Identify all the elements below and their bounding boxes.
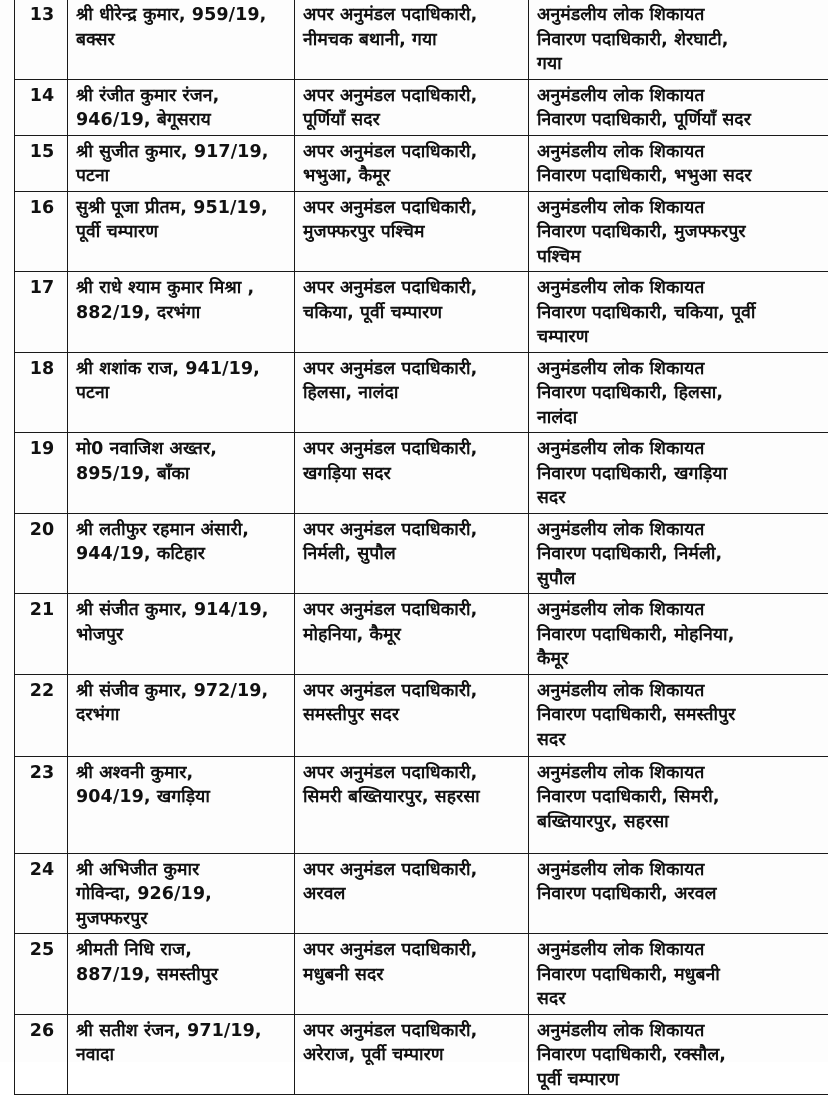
officer-name-cell xyxy=(68,272,295,353)
cell-text-line: सदर xyxy=(537,728,827,753)
table-row xyxy=(15,513,828,594)
officer-name-cell xyxy=(68,79,295,135)
cell-text-line: पूर्णियाँ सदर xyxy=(303,108,522,133)
cell-text-line: 946/19, बेगूसराय xyxy=(76,108,288,133)
serial-number-cell: 15 xyxy=(15,135,68,191)
cell-text-line: श्री शशांक राज, 941/19, xyxy=(76,357,288,382)
cell-text-line: पटना xyxy=(76,164,288,189)
cell-text-line: अरवल xyxy=(303,882,522,907)
serial-number-cell: 23 xyxy=(15,756,68,853)
cell-text-line: अनुमंडलीय लोक शिकायत xyxy=(537,437,827,462)
cell-text-line: अपर अनुमंडल पदाधिकारी, xyxy=(303,761,522,786)
cell-text-line: गया xyxy=(537,52,827,77)
cell-text-line: 904/19, खगड़िया xyxy=(76,785,288,810)
cell-text-line: सिमरी बख्तियारपुर, सहरसा xyxy=(303,785,522,810)
current-post-cell xyxy=(295,513,529,594)
table-row xyxy=(15,0,828,79)
cell-text-line: श्री अश्वनी कुमार, xyxy=(76,761,288,786)
table-body xyxy=(15,0,828,1095)
cell-text-line: निर्मली, सुपौल xyxy=(303,542,522,567)
current-post-cell xyxy=(295,853,529,934)
officer-name-cell xyxy=(68,135,295,191)
cell-text-line: श्री संजीव कुमार, 972/19, xyxy=(76,679,288,704)
serial-number-cell: 21 xyxy=(15,594,68,675)
cell-text-line: अनुमंडलीय लोक शिकायत xyxy=(537,761,827,786)
cell-text-line: पूर्वी चम्पारण xyxy=(76,220,288,245)
serial-number-cell: 20 xyxy=(15,513,68,594)
cell-text-line: अपर अनुमंडल पदाधिकारी, xyxy=(303,598,522,623)
current-post-cell xyxy=(295,352,529,433)
cell-text-line: 944/19, कटिहार xyxy=(76,542,288,567)
cell-text-line: अनुमंडलीय लोक शिकायत xyxy=(537,598,827,623)
cell-text-line: अनुमंडलीय लोक शिकायत xyxy=(537,140,827,165)
serial-number-cell: 17 xyxy=(15,272,68,353)
cell-text-line: सुपौल xyxy=(537,567,827,592)
officer-name-cell xyxy=(68,1014,295,1095)
table-row xyxy=(15,433,828,514)
cell-text-line: अपर अनुमंडल पदाधिकारी, xyxy=(303,196,522,221)
cell-text-line: श्री संजीत कुमार, 914/19, xyxy=(76,598,288,623)
serial-number-cell: 19 xyxy=(15,433,68,514)
cell-text-line: चम्पारण xyxy=(537,325,827,350)
serial-number-cell: 14 xyxy=(15,79,68,135)
current-post-cell xyxy=(295,756,529,853)
serial-number-cell: 22 xyxy=(15,674,68,756)
cell-text-line: भोजपुर xyxy=(76,623,288,648)
cell-text-line: निवारण पदाधिकारी, मोहनिया, xyxy=(537,623,827,648)
cell-text-line: अपर अनुमंडल पदाधिकारी, xyxy=(303,858,522,883)
table-row xyxy=(15,191,828,272)
officer-name-cell xyxy=(68,0,295,79)
cell-text-line: अनुमंडलीय लोक शिकायत xyxy=(537,357,827,382)
cell-text-line: अपर अनुमंडल पदाधिकारी, xyxy=(303,140,522,165)
new-post-cell xyxy=(529,0,828,79)
table-row xyxy=(15,594,828,675)
current-post-cell xyxy=(295,0,529,79)
cell-text-line: बक्सर xyxy=(76,28,288,53)
cell-text-line: निवारण पदाधिकारी, शेरघाटी, xyxy=(537,28,827,53)
table-row xyxy=(15,352,828,433)
cell-text-line: अनुमंडलीय लोक शिकायत xyxy=(537,84,827,109)
cell-text-line: मुजफ्फरपुर xyxy=(76,907,288,932)
cell-text-line: गोविन्दा, 926/19, xyxy=(76,882,288,907)
cell-text-line: निवारण पदाधिकारी, रक्सौल, xyxy=(537,1043,827,1068)
new-post-cell xyxy=(529,135,828,191)
table-row xyxy=(15,1014,828,1095)
cell-text-line: सुश्री पूजा प्रीतम, 951/19, xyxy=(76,196,288,221)
cell-text-line: दरभंगा xyxy=(76,703,288,728)
current-post-cell xyxy=(295,1014,529,1095)
cell-text-line: निवारण पदाधिकारी, अरवल xyxy=(537,882,827,907)
officer-name-cell xyxy=(68,853,295,934)
cell-text-line: अपर अनुमंडल पदाधिकारी, xyxy=(303,679,522,704)
serial-number-cell: 18 xyxy=(15,352,68,433)
cell-text-line: अपर अनुमंडल पदाधिकारी, xyxy=(303,3,522,28)
cell-text-line: अपर अनुमंडल पदाधिकारी, xyxy=(303,938,522,963)
table-row xyxy=(15,853,828,934)
cell-text-line: 887/19, समस्तीपुर xyxy=(76,963,288,988)
serial-number-cell: 16 xyxy=(15,191,68,272)
cell-text-line: मुजफ्फरपुर पश्चिम xyxy=(303,220,522,245)
table-row xyxy=(15,756,828,853)
cell-text-line: अपर अनुमंडल पदाधिकारी, xyxy=(303,276,522,301)
table-row xyxy=(15,674,828,756)
officer-name-cell xyxy=(68,674,295,756)
officer-name-cell xyxy=(68,594,295,675)
new-post-cell xyxy=(529,934,828,1015)
current-post-cell xyxy=(295,934,529,1015)
cell-text-line: बख्तियारपुर, सहरसा xyxy=(537,810,827,835)
cell-text-line: नालंदा xyxy=(537,406,827,431)
new-post-cell xyxy=(529,756,828,853)
cell-text-line: मधुबनी सदर xyxy=(303,963,522,988)
cell-text-line: निवारण पदाधिकारी, भभुआ सदर xyxy=(537,164,827,189)
new-post-cell xyxy=(529,191,828,272)
cell-text-line: मोहनिया, कैमूर xyxy=(303,623,522,648)
serial-number-cell: 13 xyxy=(15,0,68,79)
serial-number-cell: 26 xyxy=(15,1014,68,1095)
table-row xyxy=(15,272,828,353)
cell-text-line: पूर्वी चम्पारण xyxy=(537,1068,827,1093)
cell-text-line: हिलसा, नालंदा xyxy=(303,381,522,406)
cell-text-line: अपर अनुमंडल पदाधिकारी, xyxy=(303,1019,522,1044)
cell-text-line: अनुमंडलीय लोक शिकायत xyxy=(537,1019,827,1044)
officer-name-cell xyxy=(68,433,295,514)
cell-text-line: पश्चिम xyxy=(537,245,827,270)
cell-text-line: निवारण पदाधिकारी, चकिया, पूर्वी xyxy=(537,301,827,326)
cell-text-line: अपर अनुमंडल पदाधिकारी, xyxy=(303,437,522,462)
cell-text-line: खगड़िया सदर xyxy=(303,462,522,487)
current-post-cell xyxy=(295,433,529,514)
cell-text-line: श्रीमती निधि राज, xyxy=(76,938,288,963)
cell-text-line: नवादा xyxy=(76,1043,288,1068)
officer-name-cell xyxy=(68,934,295,1015)
cell-text-line: कैमूर xyxy=(537,647,827,672)
cell-text-line: श्री लतीफुर रहमान अंसारी, xyxy=(76,518,288,543)
cell-text-line: श्री रंजीत कुमार रंजन, xyxy=(76,84,288,109)
current-post-cell xyxy=(295,272,529,353)
cell-text-line: सदर xyxy=(537,486,827,511)
cell-text-line: निवारण पदाधिकारी, खगड़िया xyxy=(537,462,827,487)
cell-text-line: पटना xyxy=(76,381,288,406)
cell-text-line: अनुमंडलीय लोक शिकायत xyxy=(537,276,827,301)
cell-text-line: अनुमंडलीय लोक शिकायत xyxy=(537,679,827,704)
table-row xyxy=(15,135,828,191)
officer-name-cell xyxy=(68,756,295,853)
cell-text-line: निवारण पदाधिकारी, हिलसा, xyxy=(537,381,827,406)
officer-name-cell xyxy=(68,191,295,272)
cell-text-line: अपर अनुमंडल पदाधिकारी, xyxy=(303,357,522,382)
current-post-cell xyxy=(295,674,529,756)
cell-text-line: निवारण पदाधिकारी, पूर्णियाँ सदर xyxy=(537,108,827,133)
current-post-cell xyxy=(295,135,529,191)
new-post-cell xyxy=(529,272,828,353)
cell-text-line: अनुमंडलीय लोक शिकायत xyxy=(537,858,827,883)
cell-text-line: समस्तीपुर सदर xyxy=(303,703,522,728)
new-post-cell xyxy=(529,1014,828,1095)
officer-posting-table xyxy=(14,0,828,1095)
cell-text-line: श्री सुजीत कुमार, 917/19, xyxy=(76,140,288,165)
current-post-cell xyxy=(295,191,529,272)
officer-name-cell xyxy=(68,513,295,594)
current-post-cell xyxy=(295,594,529,675)
new-post-cell xyxy=(529,594,828,675)
new-post-cell xyxy=(529,352,828,433)
cell-text-line: अनुमंडलीय लोक शिकायत xyxy=(537,196,827,221)
cell-text-line: सदर xyxy=(537,987,827,1012)
cell-text-line: अनुमंडलीय लोक शिकायत xyxy=(537,3,827,28)
cell-text-line: श्री राधे श्याम कुमार मिश्रा , xyxy=(76,276,288,301)
cell-text-line: अनुमंडलीय लोक शिकायत xyxy=(537,518,827,543)
cell-text-line: अपर अनुमंडल पदाधिकारी, xyxy=(303,518,522,543)
cell-text-line: चकिया, पूर्वी चम्पारण xyxy=(303,301,522,326)
current-post-cell xyxy=(295,79,529,135)
cell-text-line: श्री सतीश रंजन, 971/19, xyxy=(76,1019,288,1044)
cell-text-line: अरेराज, पूर्वी चम्पारण xyxy=(303,1043,522,1068)
cell-text-line: नीमचक बथानी, गया xyxy=(303,28,522,53)
cell-text-line: निवारण पदाधिकारी, समस्तीपुर xyxy=(537,703,827,728)
cell-text-line: निवारण पदाधिकारी, मुजफ्फरपुर xyxy=(537,220,827,245)
cell-text-line: श्री धीरेन्द्र कुमार, 959/19, xyxy=(76,3,288,28)
cell-text-line: भभुआ, कैमूर xyxy=(303,164,522,189)
new-post-cell xyxy=(529,674,828,756)
cell-text-line: निवारण पदाधिकारी, निर्मली, xyxy=(537,542,827,567)
new-post-cell xyxy=(529,513,828,594)
cell-text-line: 895/19, बाँका xyxy=(76,462,288,487)
serial-number-cell: 24 xyxy=(15,853,68,934)
new-post-cell xyxy=(529,853,828,934)
serial-number-cell: 25 xyxy=(15,934,68,1015)
new-post-cell xyxy=(529,79,828,135)
table-row xyxy=(15,934,828,1015)
cell-text-line: अपर अनुमंडल पदाधिकारी, xyxy=(303,84,522,109)
cell-text-line: श्री अभिजीत कुमार xyxy=(76,858,288,883)
cell-text-line: अनुमंडलीय लोक शिकायत xyxy=(537,938,827,963)
cell-text-line: मो0 नवाजिश अख्तर, xyxy=(76,437,288,462)
table-row xyxy=(15,79,828,135)
cell-text-line: निवारण पदाधिकारी, मधुबनी xyxy=(537,963,827,988)
cell-text-line: 882/19, दरभंगा xyxy=(76,301,288,326)
officer-name-cell xyxy=(68,352,295,433)
cell-text-line: निवारण पदाधिकारी, सिमरी, xyxy=(537,785,827,810)
new-post-cell xyxy=(529,433,828,514)
